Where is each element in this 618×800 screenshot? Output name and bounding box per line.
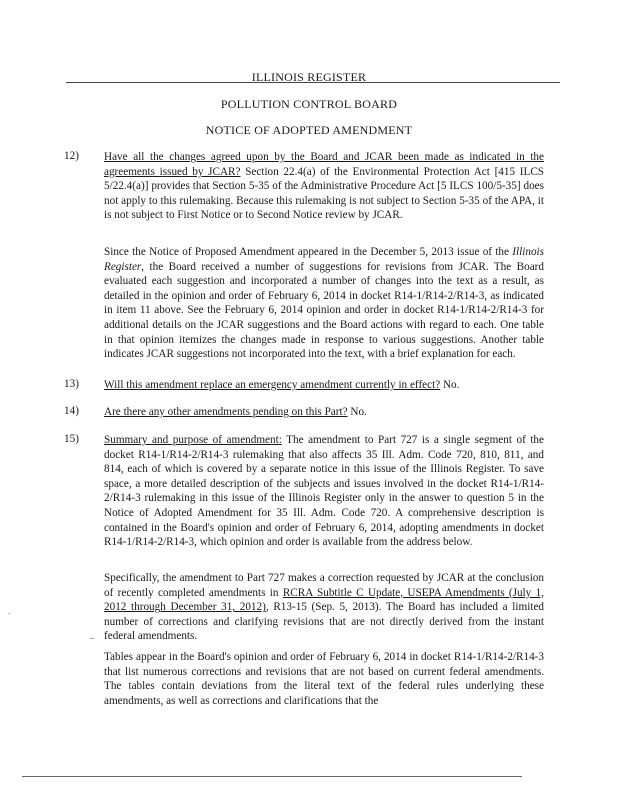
item-15-p2-text-2: , R13-15 (Sep. 5, 2013). The Board has included a limited number of corrections and clarifying revisions that are not directly derived from the instant federal amendments. — [104, 601, 544, 643]
item-14-paragraph — [104, 405, 544, 420]
item-15-answer: The amendment to Part 727 is a single segment of the docket R14-1/R14-2/R14-3 rulemaking that also affects 35 Ill. Adm. Code 720, 810, 811, and 814, each of which is covered by a separate notice in this issue of the Illinois Register. To save space, a more detailed description of the subjects and issues involved in the docket R14-1/R14-2/R14-3 rulemaking in this issue of the Illinois Register only in the answer to question 5 in the Notice of Adopted Amendment for 35 Ill. Adm. Code 720. A comprehensive description is contained in the Board's opinion and order of February 6, 2014, adopting amendments in docket R14-1/R14-2/R14-3, which opinion and order is available from the address below. — [104, 434, 544, 549]
item-15-question: Summary and purpose of amendment: — [104, 434, 282, 446]
scan-mark: _ — [90, 630, 95, 640]
item-12-p2-italic: Illinois Register — [104, 246, 544, 273]
register-title: ILLINOIS REGISTER — [251, 70, 367, 84]
item-12-paragraph — [104, 150, 544, 223]
board-title: POLLUTION CONTROL BOARD — [220, 97, 398, 111]
item-12-p2-text: Since the Notice of Proposed Amendment appeared in the December 5, 2013 issue of the — [104, 246, 513, 258]
item-13-answer: No. — [440, 379, 460, 391]
item-13-number: 13) — [64, 378, 79, 390]
item-13-question: Will this amendment replace an emergency amendment currently in effect? — [104, 379, 441, 391]
item-12-question: Have all the changes agreed upon by the Board and JCAR been made as indicated in the agreements issued by JCAR? — [104, 151, 544, 178]
item-12-number: 12) — [64, 150, 79, 162]
item-14-answer: No. — [347, 406, 367, 418]
item-15-paragraph-2 — [104, 571, 544, 644]
item-15-p3-text: Tables appear in the Board's opinion and order of February 6, 2014 in docket R14-1/R14-2/R14-3 that list numerous corrections and revisions that are not based on current federal amendments. The tables contain deviations from the literal text of the federal rules underlying these amendments, as well as corrections and clarifications that the — [104, 651, 544, 707]
item-15-paragraph — [104, 433, 544, 550]
item-14-question: Are there any other amendments pending on this Part? — [104, 406, 348, 418]
item-15-paragraph-3 — [104, 650, 544, 708]
item-15-p2-text: Specifically, the amendment to Part 727 makes a correction requested by JCAR at the conclusion of recently completed amendments in — [104, 572, 544, 599]
notice-title: NOTICE OF ADOPTED AMENDMENT — [205, 123, 413, 137]
item-12-p2-text-2: , the Board received a number of suggestions for revisions from JCAR. The Board evaluated each suggestion and incorporated a number of changes into the text as a result, as detailed in the opinion and order of February 6, 2014 in docket R14-1/R14-2/R14-3, as indicated in item 11 above. See the February 6, 2014 opinion and order in docket R14-1/R14-2/R14-3 for additional details on the JCAR suggestions and the Board actions with regard to each. One table in that opinion itemizes the changes made in response to various suggestions. Another table indicates JCAR suggestions not incorporated into the text, with a brief explanation for each. — [104, 260, 544, 361]
item-12-paragraph-2 — [104, 245, 544, 362]
item-14-number: 14) — [64, 405, 79, 417]
footer-rule — [22, 776, 522, 777]
item-15-number: 15) — [64, 433, 79, 445]
item-13-paragraph — [104, 378, 544, 393]
item-12-answer: Section 22.4(a) of the Environmental Protection Act [415 ILCS 5/22.4(a)] provides that Section 5-35 of the Administrative Procedure Act [5 ILCS 100/5-35] does not apply to this rulemaking. Because this rulemaking is not subject to Section 5-35 of the APA, it is not subject to First Notice or to Second Notice review by JCAR. — [104, 165, 545, 222]
item-15-p2-link: RCRA Subtitle C Update, USEPA Amendments (July 1, 2012 through December 31, 2012) — [104, 586, 544, 614]
scan-mark: . — [8, 606, 11, 616]
